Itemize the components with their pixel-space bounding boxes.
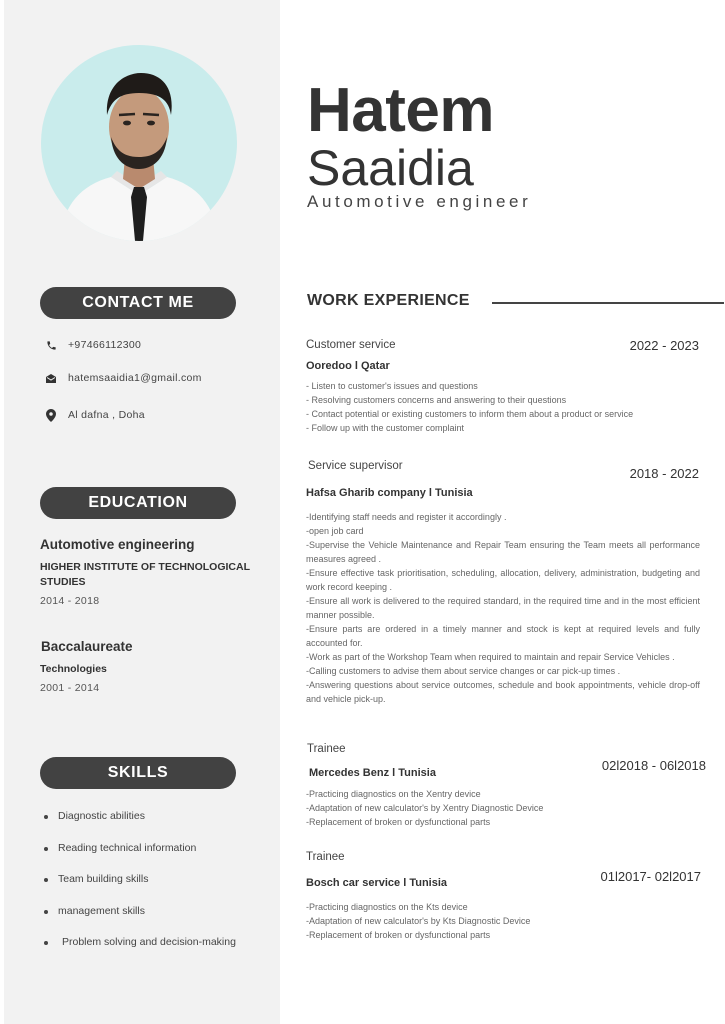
bullet-icon xyxy=(44,878,48,882)
skill-item: Team building skills xyxy=(44,873,236,905)
bullet-icon xyxy=(44,910,48,914)
job-2-company: Hafsa Gharib company l Tunisia xyxy=(306,487,473,499)
address-text: Al dafna , Doha xyxy=(68,409,145,421)
education-2-years: 2001 - 2014 xyxy=(40,682,100,694)
task-item: -Identifying staff needs and register it accordingly . xyxy=(306,512,507,522)
job-4-tasks xyxy=(306,900,700,942)
heading-divider xyxy=(492,302,724,304)
skill-item: management skills xyxy=(44,905,236,937)
task-item: - Resolving customers concerns and answering to their questions xyxy=(306,395,567,405)
job-2-tasks xyxy=(306,510,700,706)
task-item: -Supervise the Vehicle Maintenance and Repair Team ensuring the Team meets all performance measures agreed . xyxy=(306,540,700,564)
task-item: -Calling customers to advise them about service changes or car pick-up times . xyxy=(306,666,621,676)
task-item: -Ensure effective task prioritisation, scheduling, allocation, delivery, administration, budgeting and work record keeping . xyxy=(306,568,700,592)
job-3-dates: 02l2018 - 06l2018 xyxy=(601,758,706,773)
bullet-icon xyxy=(44,815,48,819)
work-experience-heading: WORK EXPERIENCE xyxy=(307,292,470,309)
job-role: Automotive engineer xyxy=(307,192,532,211)
skill-item: Reading technical information xyxy=(44,842,236,874)
task-item: -Replacement of broken or dysfunctional parts xyxy=(306,930,491,940)
task-item: -Practicing diagnostics on the Kts device xyxy=(306,902,468,912)
job-1-company: Ooredoo l Qatar xyxy=(306,360,390,372)
envelope-icon xyxy=(44,371,58,385)
job-3-tasks xyxy=(306,787,700,829)
profile-photo xyxy=(41,45,237,241)
task-item: - Listen to customer's issues and questions xyxy=(306,381,478,391)
job-4-dates: 01l2017- 02l2017 xyxy=(600,869,701,884)
location-pin-icon xyxy=(44,408,58,422)
skill-item: Diagnostic abilities xyxy=(44,810,236,842)
education-1-title: Automotive engineering xyxy=(40,537,195,552)
job-3-company: Mercedes Benz l Tunisia xyxy=(309,767,436,779)
last-name: Saaidia xyxy=(307,140,474,196)
person-portrait-icon xyxy=(41,45,237,241)
job-2-dates: 2018 - 2022 xyxy=(629,466,699,481)
job-2-title: Service supervisor xyxy=(308,460,403,472)
phone-number: +97466112300 xyxy=(68,339,142,351)
job-1-title: Customer service xyxy=(306,339,396,351)
task-item: -Ensure all work is delivered to the required standard, in the required time and in the most efficient manner possible. xyxy=(306,596,700,620)
task-item: -Work as part of the Workshop Team when required to maintain and repair Service Vehicles . xyxy=(306,652,675,662)
email-address: hatemsaaidia1@gmail.com xyxy=(68,372,202,384)
contact-heading: CONTACT ME xyxy=(40,287,236,319)
job-4-company: Bosch car service l Tunisia xyxy=(306,877,448,889)
task-item: -Ensure parts are ordered in a timely manner and stock is kept at required levels and fully accounted for. xyxy=(306,624,700,648)
skills-list xyxy=(44,810,236,968)
skill-item: Problem solving and decision-making xyxy=(44,936,236,968)
skills-heading: SKILLS xyxy=(40,757,236,789)
task-item: -Adaptation of new calculator's by Kts Diagnostic Device xyxy=(306,916,531,926)
job-3-title: Trainee xyxy=(307,743,346,755)
task-item: -Replacement of broken or dysfunctional parts xyxy=(306,817,491,827)
contact-address xyxy=(44,406,145,424)
job-1-tasks xyxy=(306,379,700,435)
bullet-icon xyxy=(44,847,48,851)
task-item: -open job card xyxy=(306,526,364,536)
phone-icon xyxy=(44,338,58,352)
education-2-institution: Technologies xyxy=(40,663,107,675)
education-2-title: Baccalaureate xyxy=(41,639,133,654)
task-item: - Follow up with the customer complaint xyxy=(306,423,465,433)
task-item: -Answering questions about service outcomes, schedule and book appointments, vehicle drop-off and vehicle pick-up. xyxy=(306,680,700,704)
education-1-years: 2014 - 2018 xyxy=(40,595,100,607)
task-item: - Contact potential or existing customers to inform them about a product or service xyxy=(306,409,634,419)
job-1-dates: 2022 - 2023 xyxy=(629,338,699,353)
first-name: Hatem xyxy=(307,76,495,145)
job-4-title: Trainee xyxy=(306,851,345,863)
contact-phone[interactable] xyxy=(44,336,141,354)
task-item: -Adaptation of new calculator's by Xentry Diagnostic Device xyxy=(306,803,544,813)
task-item: -Practicing diagnostics on the Xentry device xyxy=(306,789,481,799)
education-1-institution: HIGHER INSTITUTE OF TECHNOLOGICAL STUDIES xyxy=(40,561,250,588)
contact-email[interactable] xyxy=(44,369,202,387)
education-heading: EDUCATION xyxy=(40,487,236,519)
bullet-icon xyxy=(44,941,48,945)
